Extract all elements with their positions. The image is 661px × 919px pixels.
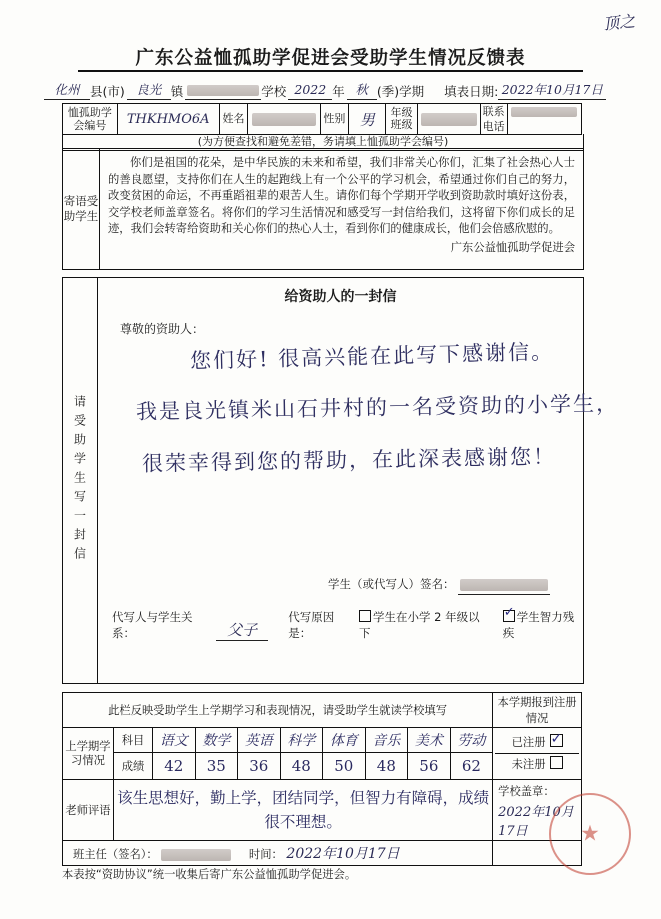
letter-line-3: 很荣幸得到您的帮助，在此深表感谢您！	[141, 444, 557, 476]
student-sign-label: 学生（或代写人）签名：	[328, 577, 455, 591]
school-seal-label: 学校盖章：	[498, 785, 555, 798]
teacher-comment-label: 老师评语	[63, 780, 114, 841]
grade-value-cell[interactable]	[417, 104, 480, 135]
message-block	[62, 148, 584, 270]
unregistered-row[interactable]: 未注册	[495, 754, 579, 776]
letter-body	[98, 278, 620, 683]
name-value-cell[interactable]	[248, 104, 320, 135]
registered-row[interactable]: 已注册✓	[495, 732, 579, 754]
page-title: 广东公益恤孤助学促进会受助学生情况反馈表	[135, 48, 526, 69]
score-0: 42	[153, 753, 196, 780]
number-label: 恤孤助学会编号	[63, 104, 118, 135]
headteacher-row	[63, 841, 493, 866]
year-value[interactable]: 2022	[288, 82, 332, 100]
name-label: 姓名	[219, 104, 248, 135]
term-label: (季)学期	[376, 84, 425, 99]
sex-label: 性别	[320, 104, 349, 135]
fill-date-value[interactable]: 2022年10月17日	[498, 82, 606, 100]
message-paragraph: 你们是祖国的花朵，是中华民族的未来和希望，我们非常关心你们，汇集了社会热心人士的善良愿望，支持你们在人生的起跑线上有一个公平的学习机会，希望通过你们自己的努力，改变贫困的命运，不再重蹈祖辈的艰苦人生。请你们每个学期开学收到资助款时填好这份表，交学校老师盖章签名。将你们的学习生活情况和感受写一封信给我们，这将留下你们成长的足迹，我们会转寄给资助和关心你们的热心人士，看到你们的健康成长，他们会倍感欣慰的。	[108, 156, 575, 235]
subject-7: 劳动	[450, 728, 493, 753]
registered-checkbox[interactable]	[550, 734, 563, 747]
town-label: 镇	[170, 84, 184, 99]
score-5: 48	[365, 753, 408, 780]
date-value[interactable]: 2022年10月17日	[286, 846, 400, 862]
letter-side-label: 请受助学生写一封信	[63, 278, 98, 683]
school-label: 学校	[261, 84, 287, 99]
subject-0: 语文	[153, 728, 196, 753]
subject-5: 音乐	[365, 728, 408, 753]
letter-signature-area	[98, 576, 583, 641]
letter-handwriting[interactable]	[98, 339, 620, 476]
letter-salutation: 尊敬的资助人：	[120, 322, 205, 336]
score-4: 50	[323, 753, 366, 780]
reason-option-1[interactable]: 学生在小学 2 年级以下	[358, 610, 480, 640]
school-report-table	[62, 692, 582, 866]
contact-label-2: 电话	[480, 119, 507, 135]
reason-label: 代写原因是：	[288, 610, 335, 640]
reason-checkbox-2[interactable]	[503, 610, 515, 622]
red-seal-stamp	[549, 793, 631, 875]
subject-3: 科学	[280, 728, 323, 753]
score-row-label: 成绩	[114, 753, 153, 780]
message-side-label: 寄语受助学生	[63, 149, 100, 269]
county-value[interactable]: 化州	[44, 82, 90, 100]
contact-value-cell-top[interactable]	[507, 104, 581, 120]
unregistered-checkbox[interactable]	[550, 756, 563, 769]
teacher-comment-text[interactable]: 该生思想好，勤上学，团结同学，但智力有障碍，成绩很不理想。	[114, 780, 493, 841]
report-header-right: 本学期报到注册情况	[493, 693, 582, 728]
subject-row-label: 科目	[114, 728, 153, 753]
subject-1: 数学	[195, 728, 238, 753]
county-label: 县(市)	[90, 84, 125, 99]
student-sign-value[interactable]	[458, 577, 550, 595]
seal-date: 2022年10月17日	[498, 805, 574, 839]
town-value[interactable]: 良光	[127, 82, 171, 100]
subject-2: 英语	[238, 728, 281, 753]
sex-value-cell[interactable]: 男	[349, 104, 386, 135]
letter-title: 给资助人的一封信	[284, 289, 397, 305]
date-label: 时间：	[248, 848, 283, 861]
report-header-left: 此栏反映受助学生上学期学习和表现情况，请受助学生就读学校填写	[63, 693, 493, 728]
term-value[interactable]: 秋	[347, 82, 377, 100]
title-underline	[78, 70, 583, 72]
score-1: 35	[195, 753, 238, 780]
headteacher-label: 班主任（签名）：	[73, 848, 158, 861]
contact-value-cell-bottom[interactable]	[507, 119, 581, 135]
letter-block	[62, 277, 620, 684]
score-7: 62	[450, 753, 493, 780]
number-note: (为方便查找和避免差错，务请填上恤孤助学会编号)	[62, 134, 584, 151]
message-body	[100, 149, 583, 269]
subject-4: 体育	[323, 728, 366, 753]
term-label: 上学期学习情况	[63, 728, 114, 780]
grade-label: 年级班级	[386, 104, 418, 135]
student-sign-row	[328, 576, 583, 595]
header-info-row	[44, 78, 622, 100]
writer-relation-label: 代写人与学生关系：	[112, 610, 193, 640]
fill-date-label: 填表日期:	[444, 84, 499, 99]
student-info-table	[62, 103, 582, 135]
school-value[interactable]	[185, 82, 261, 100]
subject-6: 美术	[408, 728, 451, 753]
score-3: 48	[280, 753, 323, 780]
score-6: 56	[408, 753, 451, 780]
letter-line-1: 您们好! 很高兴能在此写下感谢信。	[189, 339, 555, 374]
letter-line-2: 我是良光镇米山石井村的一名受资助的小学生，	[135, 391, 620, 424]
year-label: 年	[332, 84, 345, 99]
score-2: 36	[238, 753, 281, 780]
contact-label: 联系	[480, 104, 507, 120]
reason-checkbox-1[interactable]	[359, 610, 371, 622]
corner-handwritten-note: 顶之	[602, 11, 637, 34]
number-value-cell[interactable]: THKHMO6A	[117, 104, 219, 135]
message-signature: 广东公益恤孤助学促进会	[450, 240, 575, 254]
footer-note: 本表按“资助协议”统一收集后寄广东公益恤孤助学促进会。	[62, 868, 357, 881]
registration-cells	[493, 728, 582, 780]
reason-option-2[interactable]: ✓学生智力残疾	[503, 609, 583, 641]
writer-reason-row	[98, 609, 583, 641]
writer-relation-value[interactable]: 父子	[216, 623, 268, 641]
